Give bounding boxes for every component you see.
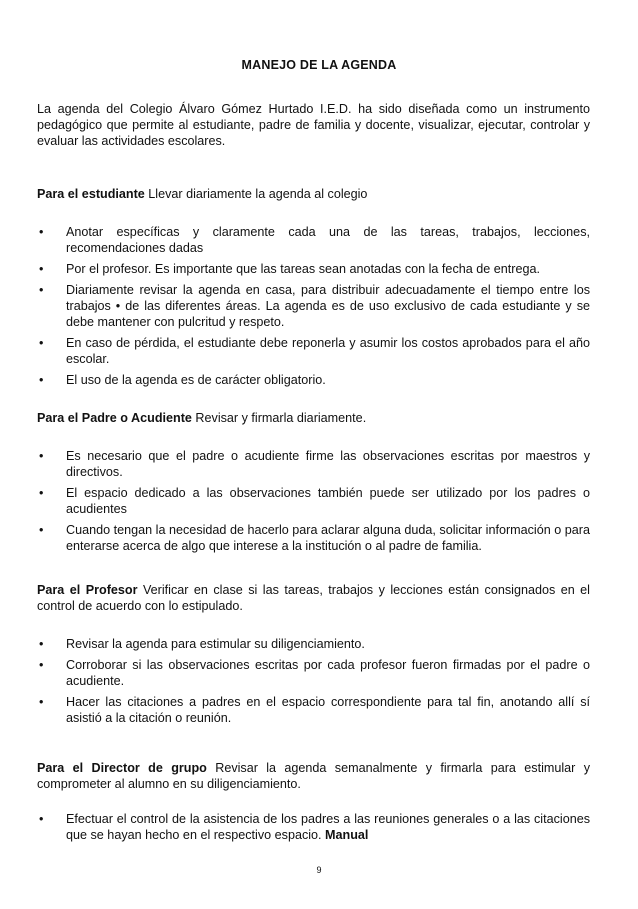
- intro-paragraph: La agenda del Colegio Álvaro Gómez Hurtado I.E.D. ha sido diseñada como un instrumento pedagógico que permite al estudiante, padre de familia y docente, visualizar, ejecutar, controlar y evaluar las actividades escolares.: [37, 102, 590, 148]
- list-item: • Anotar específicas y claramente cada una de las tareas, trabajos, lecciones, recomendaciones dadas: [37, 224, 590, 256]
- section-teacher-list: [37, 636, 590, 731]
- list-item: • Es necesario que el padre o acudiente firme las observaciones escritas por maestros y directivos.: [37, 448, 590, 480]
- section-student-heading: [37, 186, 590, 202]
- section-director-heading: [37, 760, 590, 792]
- list-item-text: Efectuar el control de la asistencia de los padres a las reuniones generales o a las citaciones que se hayan hecho en el respectivo espacio.: [66, 812, 590, 842]
- list-item: • Corroborar si las observaciones escritas por cada profesor fueron firmadas por el padre o acudiente.: [37, 657, 590, 689]
- page-number: 9: [316, 865, 322, 875]
- section-student-list: [37, 224, 590, 393]
- list-item: • En caso de pérdida, el estudiante debe reponerla y asumir los costos aprobados para el año escolar.: [37, 335, 590, 367]
- section-heading-label: Para el Padre o Acudiente: [37, 411, 192, 425]
- list-item: • El uso de la agenda es de carácter obligatorio.: [37, 372, 590, 388]
- list-item: • El espacio dedicado a las observaciones también puede ser utilizado por los padres o acudientes: [37, 485, 590, 517]
- section-director-list: [37, 811, 590, 848]
- list-item: [37, 811, 590, 843]
- section-teacher-heading: [37, 582, 590, 614]
- list-item: • Diariamente revisar la agenda en casa, para distribuir adecuadamente el tiempo entre los trabajos • de las diferentes áreas. La agenda es de uso exclusivo de cada estudiante y se debe mantener con pulcritud y respeto.: [37, 282, 590, 330]
- section-heading-text: Verificar en clase si las tareas, trabajos y lecciones están consignados en el control de acuerdo con lo estipulado.: [37, 583, 590, 613]
- list-item: • Revisar la agenda para estimular su diligenciamiento.: [37, 636, 590, 652]
- section-heading-label: Para el Director de grupo: [37, 761, 207, 775]
- section-heading-label: Para el Profesor: [37, 583, 138, 597]
- section-heading-text: Revisar y firmarla diariamente.: [191, 411, 367, 425]
- trailing-bold-text: Manual: [325, 828, 369, 842]
- section-heading-text: Revisar la agenda semanalmente y firmarla para estimular y comprometer al alumno en su diligenciamiento.: [37, 761, 591, 791]
- section-heading-text: Llevar diariamente la agenda al colegio: [144, 187, 368, 201]
- section-parent-heading: [37, 410, 590, 426]
- page-title: MANEJO DE LA AGENDA: [241, 58, 397, 72]
- list-item: • Hacer las citaciones a padres en el espacio correspondiente para tal fin, anotando allí sí asistió a la citación o reunión.: [37, 694, 590, 726]
- list-item: • Cuando tengan la necesidad de hacerlo para aclarar alguna duda, solicitar información o para enterarse acerca de algo que interese a la institución o al padre de familia.: [37, 522, 590, 554]
- section-heading-label: Para el estudiante: [37, 187, 145, 201]
- section-parent-list: [37, 448, 590, 559]
- list-item: • Por el profesor. Es importante que las tareas sean anotadas con la fecha de entrega.: [37, 261, 590, 277]
